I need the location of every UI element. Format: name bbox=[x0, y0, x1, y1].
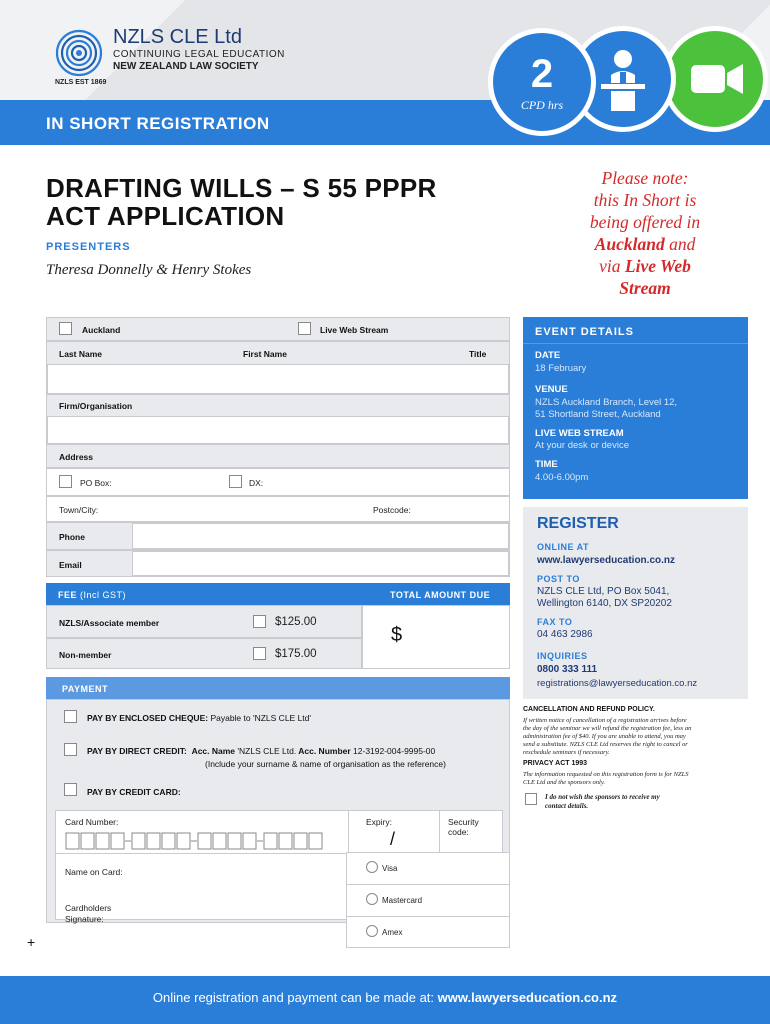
member-label: NZLS/Associate member bbox=[59, 618, 160, 628]
established-text: NZLS EST 1869 bbox=[55, 79, 107, 86]
cpd-hours-label: CPD hrs bbox=[520, 98, 564, 112]
title-label: Title bbox=[469, 349, 487, 359]
address-row bbox=[46, 444, 510, 468]
town-label: Town/City: bbox=[59, 505, 99, 515]
firm-row bbox=[46, 394, 510, 444]
cardholder-signature-label: Cardholders Signature: bbox=[65, 903, 112, 924]
live-web-stream-label: Live Web Stream bbox=[320, 325, 389, 335]
total-amount-label: TOTAL AMOUNT DUE bbox=[390, 590, 491, 600]
sponsor-optout-checkbox[interactable] bbox=[525, 793, 537, 805]
footer-url[interactable]: www.lawyerseducation.co.nz bbox=[437, 990, 618, 1005]
fee-header bbox=[46, 583, 510, 605]
firm-label: Firm/Organisation bbox=[59, 401, 133, 411]
card-digit-boxes-icon bbox=[65, 832, 325, 850]
member-checkbox[interactable] bbox=[253, 615, 266, 628]
non-member-checkbox[interactable] bbox=[253, 647, 266, 660]
video-camera-circle bbox=[662, 26, 768, 132]
note-auckland: Auckland bbox=[594, 234, 665, 254]
mastercard-label: Mastercard bbox=[382, 896, 423, 905]
note-live-web: Live Web bbox=[624, 256, 691, 276]
dx-checkbox[interactable] bbox=[229, 475, 242, 488]
phone-input[interactable] bbox=[132, 523, 509, 549]
email-input[interactable] bbox=[132, 551, 509, 576]
live-web-stream-heading: LIVE WEB STREAM bbox=[535, 428, 624, 439]
date-label: DATE bbox=[535, 350, 561, 361]
visa-radio[interactable] bbox=[366, 861, 378, 873]
amex-radio[interactable] bbox=[366, 925, 378, 937]
note-stream: Stream bbox=[619, 278, 671, 298]
town-row bbox=[46, 496, 510, 522]
postcode-label: Postcode: bbox=[373, 505, 411, 515]
footer-text: Online registration and payment can be made at: www.lawyerseducation.co.nz bbox=[152, 990, 618, 1005]
brand-name: NZLS CLE Ltd bbox=[113, 26, 242, 48]
box-row bbox=[46, 468, 510, 496]
member-fee-row bbox=[46, 605, 362, 638]
live-web-stream-checkbox[interactable] bbox=[298, 322, 311, 335]
date-value: 18 February bbox=[535, 363, 587, 374]
nzls-logo-icon bbox=[48, 28, 110, 78]
card-type-group bbox=[346, 852, 510, 948]
inquiries-phone: 0800 333 111 bbox=[537, 664, 598, 675]
online-label: ONLINE AT bbox=[537, 542, 589, 552]
expiry-slash: / bbox=[390, 829, 396, 849]
direct-credit-text: PAY BY DIRECT CREDIT: Acc. Name 'NZLS CLE Ltd. Acc. Number 12-3192-004-9995-00 bbox=[87, 746, 436, 756]
auckland-checkbox[interactable] bbox=[59, 322, 72, 335]
cancellation-text: If written notice of cancellation of a registration arrives before the day of the seminar we will refund the registration fee, less an administration fee of $40. If you are unable to attend, you may send a substitute. NZLS CLE Ltd reserves the right to cancel or reschedule seminars if necessary. bbox=[523, 717, 692, 756]
note-line2: this In Short is bbox=[593, 190, 697, 210]
time-value: 4.00-6.00pm bbox=[535, 472, 589, 483]
band-title: IN SHORT REGISTRATION bbox=[46, 114, 270, 133]
cancellation-heading: CANCELLATION AND REFUND POLICY. bbox=[523, 706, 655, 713]
address-label: Address bbox=[59, 452, 94, 462]
post-address: NZLS CLE Ltd, PO Box 5041, Wellington 6140, DX SP20202 bbox=[537, 586, 672, 609]
location-row bbox=[46, 317, 510, 341]
event-details-panel bbox=[523, 317, 748, 499]
direct-credit-checkbox[interactable] bbox=[64, 743, 77, 756]
cheque-text: PAY BY ENCLOSED CHEQUE: Payable to 'NZLS CLE Ltd' bbox=[87, 713, 312, 723]
po-box-checkbox[interactable] bbox=[59, 475, 72, 488]
dx-label: DX: bbox=[249, 478, 264, 488]
register-heading: REGISTER bbox=[537, 515, 619, 532]
register-panel bbox=[523, 507, 748, 699]
email-row bbox=[46, 550, 510, 577]
cheque-checkbox[interactable] bbox=[64, 710, 77, 723]
sponsor-optout-text: I do not wish the sponsors to receive my contact details. bbox=[545, 793, 660, 810]
expiry-label: Expiry: bbox=[366, 817, 392, 827]
course-title-line2: ACT APPLICATION bbox=[46, 201, 285, 231]
event-details-heading: EVENT DETAILS bbox=[535, 326, 634, 338]
email-label: Email bbox=[59, 560, 82, 570]
brand-subtitle: CONTINUING LEGAL EDUCATION bbox=[113, 49, 285, 60]
video-camera-icon bbox=[667, 31, 763, 127]
dollar-sign: $ bbox=[391, 624, 403, 646]
card-number-boxes[interactable] bbox=[65, 832, 325, 855]
name-row bbox=[46, 341, 510, 394]
credit-card-checkbox[interactable] bbox=[64, 783, 77, 796]
total-amount-field[interactable] bbox=[362, 605, 510, 669]
first-name-label: First Name bbox=[243, 349, 287, 359]
mastercard-radio[interactable] bbox=[366, 893, 378, 905]
fax-label: FAX TO bbox=[537, 617, 573, 627]
venue-label: VENUE bbox=[535, 384, 568, 395]
privacy-text: The information requested on this registration form is for NZLS CLE Ltd and the sponsors only. bbox=[523, 771, 689, 786]
note-line3: being offered in bbox=[589, 212, 701, 232]
course-title bbox=[46, 174, 437, 230]
direct-credit-note: (Include your surname & name of organisation as the reference) bbox=[205, 759, 446, 769]
presenters-heading: PRESENTERS bbox=[46, 241, 131, 253]
amex-label: Amex bbox=[382, 928, 403, 937]
privacy-heading: PRIVACY ACT 1993 bbox=[523, 760, 588, 767]
visa-label: Visa bbox=[382, 864, 398, 873]
non-member-label: Non-member bbox=[59, 650, 112, 660]
course-title-line1: DRAFTING WILLS – S 55 PPPR bbox=[46, 173, 437, 203]
presenters-names: Theresa Donnelly & Henry Stokes bbox=[46, 262, 252, 278]
note-via: via bbox=[599, 256, 625, 276]
note-and: and bbox=[664, 234, 696, 254]
fee-label: FEE (Incl GST) bbox=[58, 590, 127, 600]
registration-mark: + bbox=[27, 934, 36, 950]
fax-number: 04 463 2986 bbox=[537, 629, 593, 640]
firm-input[interactable] bbox=[47, 416, 509, 444]
brand-organisation: NEW ZEALAND LAW SOCIETY bbox=[113, 61, 259, 72]
online-url[interactable]: www.lawyerseducation.co.nz bbox=[537, 555, 675, 566]
auckland-label: Auckland bbox=[82, 325, 121, 335]
non-member-fee-row bbox=[46, 638, 362, 669]
payment-header bbox=[46, 677, 510, 699]
name-input[interactable] bbox=[47, 364, 509, 394]
po-box-label: PO Box: bbox=[80, 478, 112, 488]
credit-card-label: PAY BY CREDIT CARD: bbox=[87, 787, 181, 797]
non-member-price: $175.00 bbox=[275, 648, 317, 660]
phone-row bbox=[46, 522, 510, 550]
time-label: TIME bbox=[535, 459, 558, 470]
note-line1: Please note: bbox=[601, 168, 689, 188]
inquiries-label: INQUIRIES bbox=[537, 651, 588, 661]
security-code-label: Security code: bbox=[448, 817, 479, 837]
live-web-stream-value: At your desk or device bbox=[535, 440, 629, 451]
phone-label: Phone bbox=[59, 532, 85, 542]
cpd-hours-number: 2 bbox=[530, 52, 554, 96]
payment-label: PAYMENT bbox=[62, 684, 109, 694]
member-price: $125.00 bbox=[275, 616, 317, 628]
venue-value: NZLS Auckland Branch, Level 12, 51 Shortland Street, Auckland bbox=[535, 397, 678, 420]
inquiries-email[interactable]: registrations@lawyerseducation.co.nz bbox=[537, 678, 698, 689]
please-note bbox=[560, 167, 730, 299]
name-on-card-label: Name on Card: bbox=[65, 867, 123, 877]
last-name-label: Last Name bbox=[59, 349, 102, 359]
card-number-label: Card Number: bbox=[65, 817, 119, 827]
post-label: POST TO bbox=[537, 574, 580, 584]
